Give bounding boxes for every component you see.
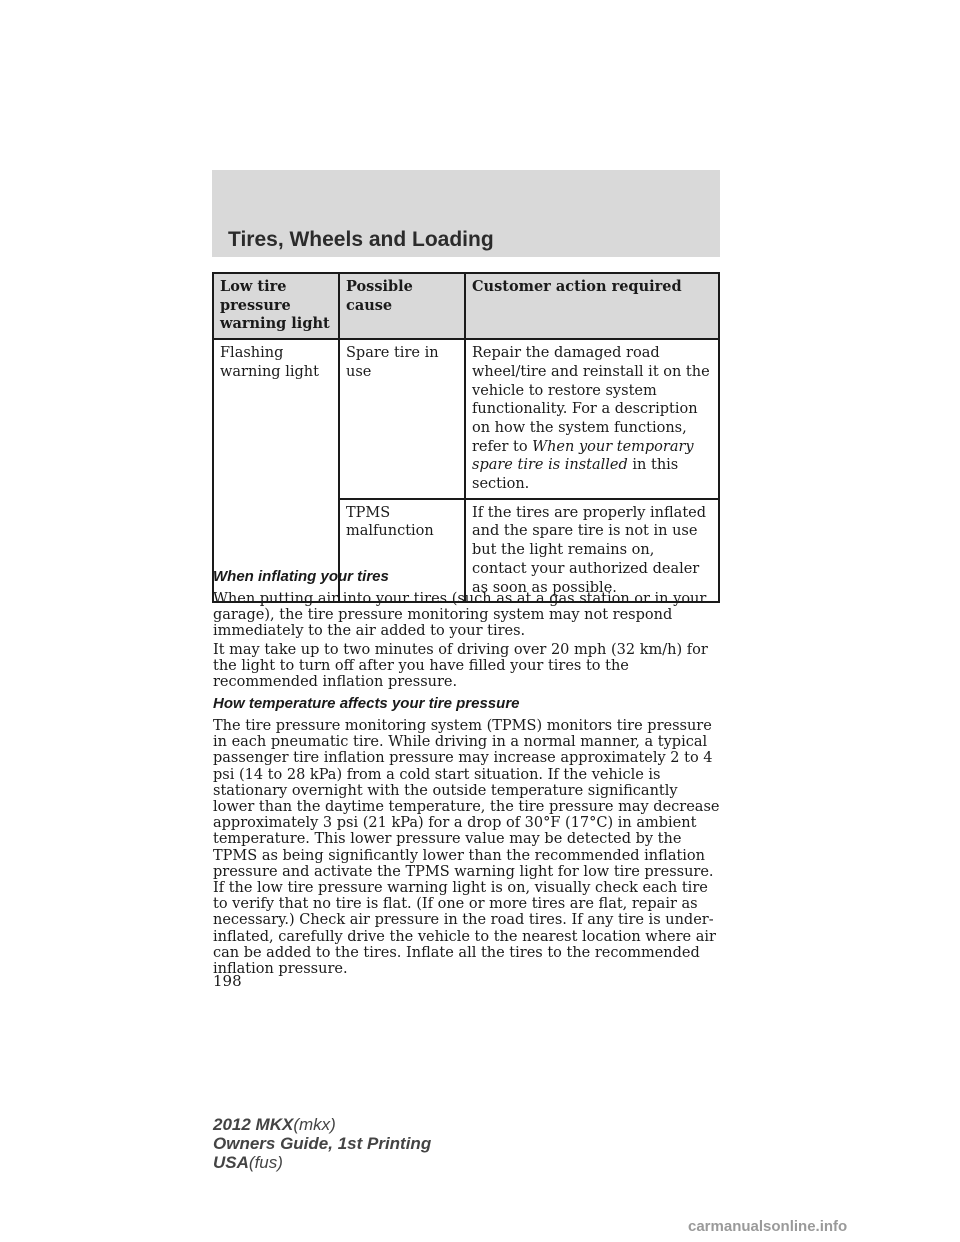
footer-line-2: Owners Guide, 1st Printing (213, 1134, 432, 1153)
section-title: Tires, Wheels and Loading (228, 228, 494, 251)
footer-market: USA (213, 1153, 249, 1172)
cell-action: If the tires are properly inflated and the spare tire is not in use but the light remains on, contact your authorized dealer as soon as possible. (465, 499, 719, 603)
footer-model: 2012 MKX (213, 1115, 294, 1134)
page-number: 198 (213, 972, 242, 990)
print-footer (213, 1115, 431, 1172)
action-reference: When your temporary spare tire is installed (472, 438, 694, 474)
footer-model-code: (mkx) (293, 1115, 336, 1134)
cell-light: Flashing warning light (213, 339, 339, 602)
column-header-light: Low tire pressure warning light (213, 273, 339, 339)
action-text: Repair the damaged road wheel/tire and reinstall it on the vehicle to restore system functionality. For a description on how the system functions, refer to (472, 345, 710, 455)
footer-line-3 (213, 1153, 431, 1172)
heading-inflating: When inflating your tires (213, 568, 389, 585)
action-text-end: in this section. (472, 457, 679, 493)
paragraph-temperature: The tire pressure monitoring system (TPMS) monitors tire pressure in each pneumatic tire. While driving in a normal manner, a typical passenger tire inflation pressure may increase approximately 2 to 4 psi (14 to 28 kPa) from a cold start situation. If the vehicle is stationary overnight with the outside temperature significantly lower than the daytime temperature, the tire pressure may decrease approximately 3 psi (21 kPa) for a drop of 30°F (17°C) in ambient temperature. This lower pressure value may be detected by the TPMS as being significantly lower than the recommended inflation pressure and activate the TPMS warning light for low tire pressure. If the low tire pressure warning light is on, visually check each tire to verify that no tire is flat. (If one or more tires are flat, repair as necessary.) Check air pressure in the road tires. If any tire is under-inflated, carefully drive the vehicle to the nearest location where air can be added to the tires. Inflate all the tires to the recommended inflation pressure. (213, 718, 720, 978)
footer-market-code: (fus) (248, 1153, 283, 1172)
tpms-status-table (212, 272, 720, 603)
footer-line-1 (213, 1115, 431, 1134)
cell-cause: TPMS malfunction (339, 499, 465, 603)
table-header-row (213, 273, 719, 339)
table-row (213, 339, 719, 499)
paragraph-inflating-1: When putting air into your tires (such as at a gas station or in your garage), the tire pressure monitoring system may not respond immediately to the air added to your tires. (213, 591, 707, 640)
cell-action (465, 339, 719, 499)
cell-cause: Spare tire in use (339, 339, 465, 499)
watermark: carmanualsonline.info (688, 1218, 848, 1235)
column-header-action: Customer action required (465, 273, 719, 339)
column-header-cause: Possible cause (339, 273, 465, 339)
paragraph-inflating-2: It may take up to two minutes of driving over 20 mph (32 km/h) for the light to turn off after you have filled your tires to the recommended inflation pressure. (213, 642, 708, 691)
heading-temperature: How temperature affects your tire pressure (213, 695, 520, 712)
